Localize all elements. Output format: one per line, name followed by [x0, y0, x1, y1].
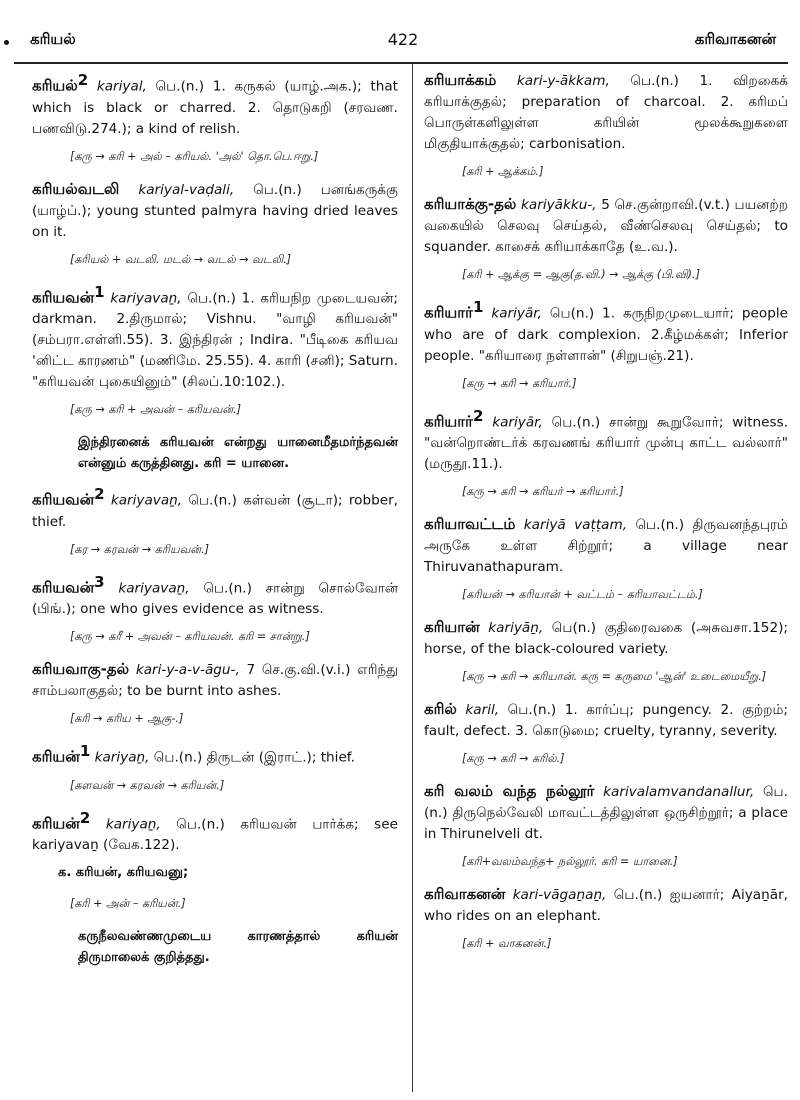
headword: கரியாக்கு-தல்	[424, 195, 517, 213]
etymology: [கரி + அன் – கரியன்.]	[70, 897, 186, 911]
homograph-number: 2	[472, 406, 484, 425]
etymology: [கரியன் → கரியான் + வட்டம் – கரியாவட்டம்.]	[462, 588, 703, 602]
definition: பெ.(n.) திருடன் (இராட்.); thief.	[149, 749, 355, 766]
dictionary-entry	[32, 484, 398, 533]
definition: பெ.(n.) ஐயனார்; Aiyaṉār, who rides on an elephant.	[424, 887, 788, 925]
etymology: [கரு → கரி → கரியார்.]	[462, 376, 577, 390]
headword: கரியார்	[424, 412, 473, 431]
headword: கரிவாகனன்	[424, 885, 506, 904]
definition: பெ.(n.) பனங்கருக்கு (யாழ்ப்.); young stunted palmyra having dried leaves on it.	[32, 181, 398, 240]
homograph-number: 2	[79, 808, 91, 827]
transliteration: kariyavaṉ,	[110, 492, 183, 509]
headword: கரியன்	[32, 747, 80, 766]
dictionary-entry	[424, 70, 788, 155]
dictionary-entry	[32, 70, 398, 140]
transliteration: kari-y-a-v-āgu-,	[135, 662, 240, 679]
header-right-guideword: கரிவாகனன்	[694, 30, 776, 48]
etymology: [கரி + ஆக்கம்.]	[462, 165, 544, 178]
headword: கரியவன்	[32, 490, 95, 509]
definition: பெ.(n.) 1. கரியநிற முடையவன்; darkman. 2.திருமால்; Vishnu. "வாழி கரியவன்" (சம்பரா.எள்ளி.55). 3. இந்திரன் ; Indira. "பீடிகை கரியவ 'னிட்ட காரணம்" (மணிமே. 25.55). 4. காரி (சனி); Saturn. "கரியவன் புகையினும்" (சிலப்.10:102.).	[32, 290, 398, 391]
headword: கரியல்	[32, 76, 78, 95]
column-divider	[412, 64, 413, 1092]
header-rule	[14, 62, 788, 64]
etymology: [கரு → கரீ + அவன் – கரியவன். கரி = சான்று.]	[70, 630, 310, 644]
definition: பெ(n.) 1. கருநிறமுடையார்; people who are of dark complexion. 2.கீழ்மக்கள்; Inferior people. "கரியாரை நள்ளான்" (சிறுபஞ்.21).	[424, 305, 789, 364]
headword: கரி வலம் வந்த நல்லூர்	[424, 782, 595, 801]
homograph-number: 2	[94, 485, 105, 504]
definition: பெ.(n.) சான்று சொல்வோன் (பிங்.); one who gives evidence as witness.	[32, 580, 399, 618]
headword: கரியார்	[424, 303, 473, 322]
transliteration: kari-vāgaṉaṉ,	[512, 887, 607, 904]
transliteration: kariyār,	[491, 305, 542, 322]
page-header	[30, 30, 776, 56]
definition: 7 செ.கு.வி.(v.i.) எரிந்து சாம்பலாகுதல்; to be burnt into ashes.	[32, 662, 398, 700]
transliteration: kariyavaṉ,	[118, 580, 190, 597]
etymology: [கரு → கரி + அவன் – கரியவன்.]	[70, 403, 242, 417]
etymology: [கரு → கரி → கரில்.]	[462, 752, 565, 766]
definition: பெ(n.) குதிரைவகை (அசுவசா.152); horse, of the black-coloured variety.	[424, 620, 788, 658]
headword: கரியவாகு-தல்	[32, 660, 130, 679]
homograph-number: 1	[472, 298, 484, 316]
explanatory-note: கருநீலவண்ணமுடைய காரணத்தால் கரியன் திருமாலைக் குறித்தது.	[78, 929, 398, 966]
headword: கரியன்	[32, 814, 80, 833]
transliteration: kariyāṉ,	[488, 620, 544, 637]
header-left-guideword: கரியல்	[30, 30, 76, 48]
page-number: 422	[387, 30, 419, 49]
headword: கரியாக்கம்	[424, 71, 497, 89]
homograph-number: 1	[79, 742, 91, 761]
homograph-number: 1	[94, 282, 105, 301]
transliteration: kariyavaṉ,	[110, 290, 182, 307]
headword: கரியவன்	[32, 288, 95, 307]
dictionary-entry	[32, 659, 398, 702]
dictionary-entry	[424, 617, 788, 660]
headword: கரியல்வடலி	[32, 179, 120, 198]
headword: கரியவன்	[32, 578, 95, 597]
etymology: [கரி+வலம்வந்த+ நல்லூர். கரி = யானை.]	[462, 855, 678, 869]
definition: பெ.(n.) 1. விறகைக் கரியாக்குதல்; preparation of charcoal. 2. கரிமப் பொருள்களிலுள்ள கரியின் மூலக்கூறுகளை மிகுதியாக்குதல்; carbonisation.	[424, 73, 788, 152]
definition: பெ.(n.) திருவனந்தபுரம் அருகே உள்ள சிற்றூர்; a village near Thiruvanathapuram.	[424, 517, 788, 576]
dictionary-entry	[32, 741, 398, 769]
transliteration: kariyār,	[492, 414, 543, 431]
left-column	[32, 70, 398, 978]
etymology: [கரு → கரி → கரியான். கரு = கருமை 'ஆன்' உடைமையீறு.]	[462, 670, 767, 684]
transliteration: karil,	[465, 702, 500, 719]
transliteration: kariyal,	[96, 78, 147, 95]
dictionary-entry	[424, 297, 788, 367]
etymology: [கரி + வாகனன்.]	[462, 937, 552, 951]
dictionary-entry	[424, 884, 788, 927]
dictionary-entry	[424, 781, 788, 845]
margin-dot	[4, 40, 9, 45]
etymology: [கரு → கரி + அல் – கரியல். 'அல்' தொ.பெ.ஈறு.]	[70, 149, 319, 163]
definition: பெ.(n.) கள்வன் (சூடா); robber, thief.	[32, 492, 398, 530]
dictionary-entry	[424, 514, 788, 578]
definition: 5 செ.குன்றாவி.(v.t.) பயனற்ற வகையில் செலவு செய்தல், வீண்செலவு செய்தல்; to squander. காசைக் கரியாக்காதே (உ.வ.).	[424, 197, 788, 255]
transliteration: kariyā vaṭṭam,	[523, 517, 628, 534]
homograph-number: 3	[94, 572, 105, 591]
transliteration: karivalamvandanallur,	[603, 784, 755, 801]
etymology: [கரு → கரி → கரியர் → கரியார்.]	[462, 485, 624, 499]
right-column	[424, 70, 788, 966]
dictionary-entry	[32, 808, 398, 857]
explanatory-note: இந்திரனைக் கரியவன் என்றது யானைமீதமர்ந்தவன் என்னும் கருத்தினது. கரி = யானை.	[78, 435, 398, 472]
cognate-note: க. கரியன், கரியவனு;	[58, 865, 189, 881]
dictionary-entry	[32, 179, 398, 243]
dictionary-entry	[32, 572, 398, 621]
transliteration: kariyākku-,	[521, 197, 597, 213]
headword: கரியாவட்டம்	[424, 515, 516, 534]
dictionary-entry	[424, 699, 788, 742]
definition: பெ.(n.) 1. கருகல் (யாழ்.அக.); that which is black or charred. 2. தொடுகறி (சரவண. பணவிடு.274.); a kind of relish.	[32, 78, 399, 137]
etymology: [கர → கரவன் → கரியவன்.]	[70, 542, 210, 556]
dictionary-entry	[424, 194, 788, 258]
etymology: [களவன் → கரவன் → கரியன்.]	[70, 778, 225, 792]
definition: பெ.(n.) சான்று கூறுவோர்; witness. "வன்றொண்டர்க் கரவணங் கரியார் முன்பு காட்ட வல்லார்" (மருதூ.11.).	[424, 414, 788, 473]
definition: பெ.(n.) 1. கார்ப்பு; pungency. 2. குற்றம்; fault, defect. 3. கொடுமை; cruelty, tyranny, severity.	[424, 702, 789, 740]
etymology: [கரி + ஆக்கு = ஆகு(த.வி.) → ஆக்கு (பி.வி).]	[462, 268, 700, 281]
dictionary-entry	[32, 282, 398, 394]
transliteration: kariyaṉ,	[94, 749, 150, 766]
etymology: [கரியல் + வடலி. மடல் → வடல் → வடலி.]	[70, 252, 292, 266]
definition: பெ.(n.) திருநெல்வேலி மாவட்டத்திலுள்ள ஒருசிற்றூர்; a place in Thirunelveli dt.	[424, 784, 788, 843]
headword: கரியான்	[424, 618, 480, 637]
definition: பெ.(n.) கரியவன் பார்க்க; see kariyavaṉ (வேக.122).	[32, 816, 398, 854]
transliteration: kari-y-ākkam,	[516, 73, 610, 89]
dictionary-entry	[424, 406, 788, 476]
homograph-number: 2	[77, 71, 89, 89]
headword: கரில்	[424, 700, 457, 719]
transliteration: kariyal-vaḍali,	[138, 181, 235, 198]
transliteration: kariyaṉ,	[105, 816, 161, 833]
etymology: [கரி → கரிய + ஆகு-.]	[70, 712, 184, 726]
